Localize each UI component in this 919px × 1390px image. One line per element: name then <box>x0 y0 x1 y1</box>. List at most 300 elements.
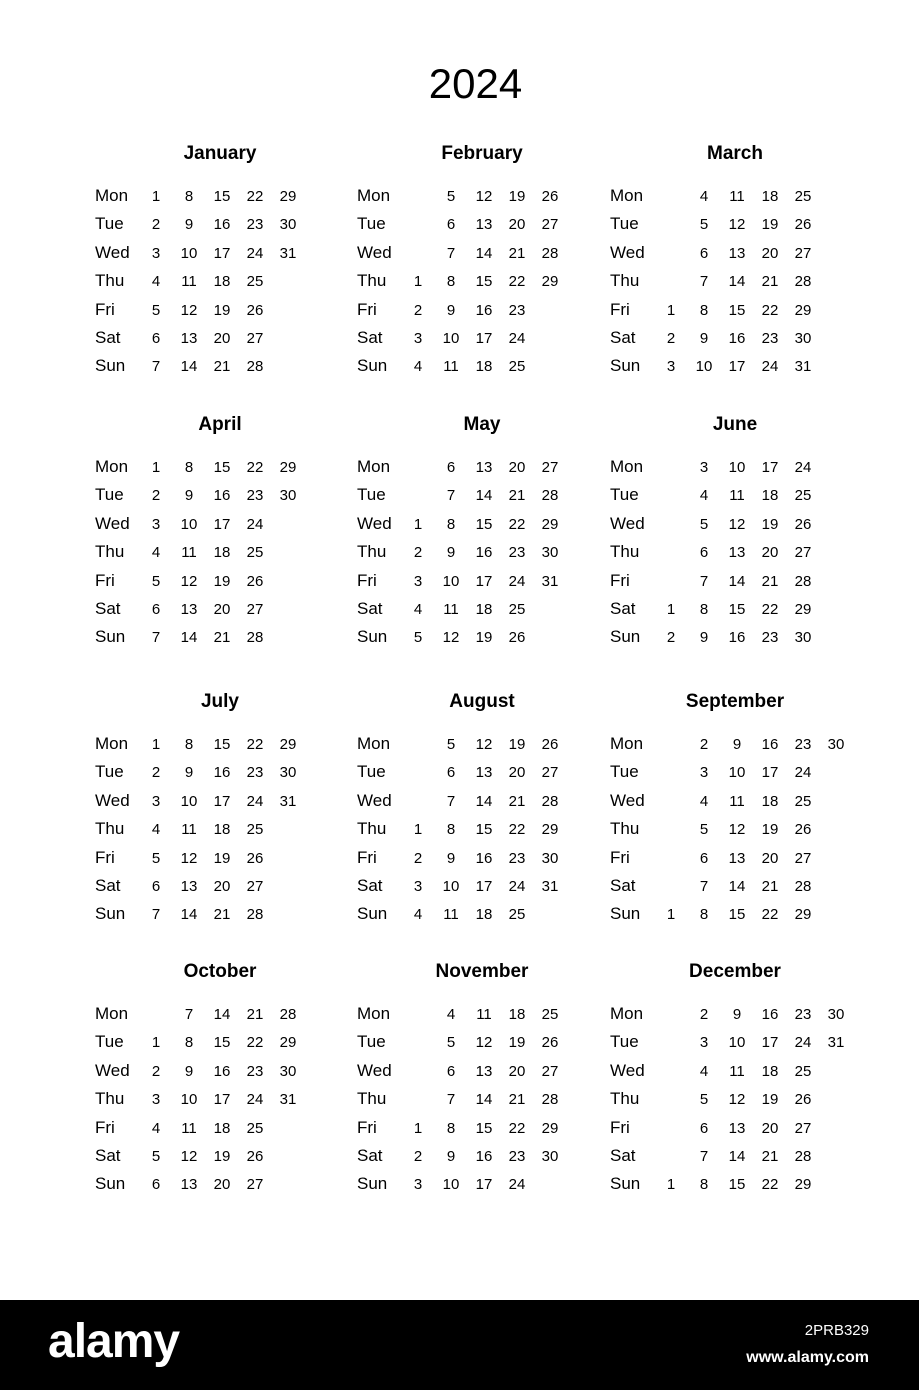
day-number: 20 <box>213 601 231 618</box>
day-number: 2 <box>151 1062 161 1080</box>
day-number: 17 <box>475 572 493 590</box>
day-number: 22 <box>246 459 264 476</box>
day-number: 26 <box>794 216 812 234</box>
day-number: 21 <box>508 244 526 262</box>
day-number: 27 <box>794 244 812 262</box>
day-number: 19 <box>213 572 231 590</box>
day-number: 31 <box>279 244 297 262</box>
day-number: 1 <box>151 188 161 205</box>
day-number: 2 <box>151 764 161 782</box>
day-number: 20 <box>508 1062 526 1080</box>
weekday-label: Fri <box>610 1117 630 1137</box>
day-number: 10 <box>442 1176 460 1194</box>
weekday-label: Wed <box>95 1060 130 1080</box>
day-number: 20 <box>761 849 779 867</box>
day-number: 12 <box>442 629 460 647</box>
day-number: 10 <box>728 764 746 782</box>
day-number: 5 <box>151 849 161 867</box>
day-number: 20 <box>761 1119 779 1137</box>
day-number: 19 <box>761 216 779 234</box>
month-december <box>610 960 860 1220</box>
weekday-label: Sat <box>95 328 121 347</box>
day-number: 28 <box>541 792 559 810</box>
day-number: 5 <box>151 1148 161 1165</box>
day-number: 14 <box>475 792 493 810</box>
weekday-label: Tue <box>95 1032 124 1052</box>
day-number: 25 <box>246 544 264 562</box>
weekday-label: Sat <box>95 1146 121 1165</box>
day-number: 4 <box>151 544 161 562</box>
month-january <box>95 142 345 402</box>
weekday-label: Sun <box>95 904 126 924</box>
day-number: 20 <box>213 878 231 895</box>
day-number: 22 <box>761 1176 779 1194</box>
day-number: 22 <box>246 188 264 205</box>
day-number: 13 <box>475 764 493 782</box>
day-number: 5 <box>446 736 456 753</box>
month-may <box>357 413 607 673</box>
day-number: 4 <box>151 821 161 839</box>
day-number: 25 <box>508 358 526 376</box>
day-number: 9 <box>446 544 456 562</box>
day-number: 4 <box>446 1006 456 1023</box>
day-number: 14 <box>475 244 493 262</box>
day-number: 30 <box>827 736 845 753</box>
day-number: 14 <box>728 1148 746 1165</box>
day-number: 27 <box>541 1062 559 1080</box>
weekday-label: Sun <box>610 627 641 647</box>
weekday-label: Sun <box>610 1174 641 1194</box>
day-number: 24 <box>508 330 526 347</box>
day-number: 12 <box>728 515 746 533</box>
day-number: 16 <box>213 764 231 782</box>
day-number: 30 <box>279 216 297 234</box>
weekday-label: Mon <box>357 734 391 753</box>
day-number: 21 <box>213 358 231 376</box>
day-number: 14 <box>728 878 746 895</box>
day-number: 3 <box>699 764 709 782</box>
day-number: 18 <box>213 544 231 562</box>
day-number: 16 <box>475 1148 493 1165</box>
day-number: 11 <box>181 1119 197 1137</box>
weekday-label: Thu <box>357 819 387 839</box>
weekday-label: Fri <box>357 570 377 590</box>
day-number: 24 <box>246 1091 264 1109</box>
day-number: 11 <box>729 188 745 205</box>
day-number: 28 <box>246 629 264 647</box>
day-number: 15 <box>728 601 746 618</box>
day-number: 3 <box>413 330 423 347</box>
site-url: www.alamy.com <box>746 1349 869 1366</box>
day-number: 21 <box>508 792 526 810</box>
day-number: 21 <box>246 1006 264 1023</box>
day-number: 19 <box>508 736 526 753</box>
day-number: 9 <box>446 301 456 319</box>
day-number: 5 <box>699 515 709 533</box>
day-number: 8 <box>184 459 194 476</box>
weekday-label: Mon <box>357 457 391 476</box>
day-number: 7 <box>184 1006 194 1023</box>
weekday-label: Fri <box>95 1117 115 1137</box>
day-number: 19 <box>508 188 526 205</box>
day-number: 24 <box>794 1034 812 1052</box>
day-number: 14 <box>728 273 746 291</box>
day-number: 20 <box>508 459 526 476</box>
day-number: 13 <box>180 1176 198 1194</box>
day-number: 10 <box>180 515 198 533</box>
day-number: 12 <box>728 821 746 839</box>
weekday-label: Fri <box>95 570 115 590</box>
day-number: 30 <box>541 849 559 867</box>
weekday-label: Wed <box>357 1060 392 1080</box>
day-number: 28 <box>541 487 559 505</box>
day-number: 26 <box>246 849 264 867</box>
day-number: 14 <box>728 572 746 590</box>
day-number: 30 <box>541 544 559 562</box>
weekday-label: Mon <box>610 734 644 753</box>
day-number: 18 <box>475 358 493 376</box>
day-number: 29 <box>541 273 559 291</box>
day-number: 12 <box>180 1148 198 1165</box>
day-number: 11 <box>181 273 197 291</box>
day-number: 4 <box>413 601 423 618</box>
weekday-label: Mon <box>610 1004 644 1023</box>
day-number: 7 <box>699 1148 709 1165</box>
day-number: 11 <box>729 792 745 810</box>
day-number: 15 <box>728 301 746 319</box>
weekday-label: Tue <box>610 214 639 234</box>
day-number: 18 <box>475 601 493 618</box>
day-number: 19 <box>213 301 231 319</box>
day-number: 19 <box>213 849 231 867</box>
day-number: 5 <box>413 629 423 647</box>
day-number: 5 <box>151 301 161 319</box>
day-number: 4 <box>699 487 709 505</box>
day-number: 26 <box>246 301 264 319</box>
day-number: 24 <box>246 244 264 262</box>
day-number: 25 <box>246 273 264 291</box>
day-number: 8 <box>699 1176 709 1194</box>
day-number: 18 <box>761 1062 779 1080</box>
weekday-label: Wed <box>357 513 392 533</box>
day-number: 6 <box>699 544 709 562</box>
day-number: 13 <box>728 544 746 562</box>
day-number: 16 <box>761 736 779 753</box>
day-number: 19 <box>761 821 779 839</box>
weekday-label: Tue <box>610 485 639 505</box>
day-number: 4 <box>151 1119 161 1137</box>
day-number: 30 <box>279 764 297 782</box>
day-number: 18 <box>761 188 779 205</box>
day-number: 29 <box>794 601 812 618</box>
weekday-label: Fri <box>610 847 630 867</box>
day-number: 14 <box>213 1006 231 1023</box>
day-number: 3 <box>151 1091 161 1109</box>
weekday-label: Sun <box>95 356 126 376</box>
day-number: 2 <box>666 330 676 347</box>
day-number: 26 <box>541 736 559 753</box>
month-name: December <box>689 961 781 982</box>
month-name: August <box>449 691 515 712</box>
day-number: 3 <box>151 792 161 810</box>
weekday-label: Tue <box>357 214 386 234</box>
day-number: 29 <box>541 1119 559 1137</box>
day-number: 23 <box>246 764 264 782</box>
weekday-label: Sat <box>357 876 383 895</box>
day-number: 8 <box>446 515 456 533</box>
day-number: 17 <box>475 330 493 347</box>
day-number: 1 <box>413 515 423 533</box>
day-number: 6 <box>151 601 161 618</box>
day-number: 20 <box>213 330 231 347</box>
day-number: 26 <box>541 188 559 205</box>
day-number: 10 <box>442 878 460 895</box>
day-number: 9 <box>732 1006 742 1023</box>
day-number: 17 <box>213 515 231 533</box>
day-number: 30 <box>541 1148 559 1165</box>
day-number: 9 <box>699 330 709 347</box>
day-number: 3 <box>699 459 709 476</box>
day-number: 24 <box>794 459 812 476</box>
day-number: 7 <box>446 1091 456 1109</box>
day-number: 19 <box>761 515 779 533</box>
day-number: 16 <box>213 487 231 505</box>
day-number: 22 <box>508 1119 526 1137</box>
weekday-label: Fri <box>357 1117 377 1137</box>
weekday-label: Wed <box>95 242 130 262</box>
day-number: 2 <box>413 1148 423 1165</box>
day-number: 25 <box>794 792 812 810</box>
weekday-label: Sat <box>357 328 383 347</box>
day-number: 20 <box>508 764 526 782</box>
day-number: 8 <box>446 821 456 839</box>
day-number: 3 <box>699 1034 709 1052</box>
day-number: 30 <box>827 1006 845 1023</box>
weekday-label: Thu <box>610 271 640 291</box>
day-number: 16 <box>761 1006 779 1023</box>
day-number: 23 <box>246 487 264 505</box>
weekday-label: Thu <box>357 542 387 562</box>
day-number: 7 <box>699 273 709 291</box>
day-number: 22 <box>761 906 779 924</box>
day-number: 7 <box>446 792 456 810</box>
day-number: 24 <box>508 878 526 895</box>
day-number: 1 <box>666 1176 676 1194</box>
day-number: 1 <box>151 1034 161 1052</box>
day-number: 13 <box>180 330 198 347</box>
day-number: 15 <box>475 821 493 839</box>
weekday-label: Sat <box>610 328 636 347</box>
day-number: 10 <box>728 459 746 476</box>
day-number: 6 <box>446 216 456 234</box>
day-number: 13 <box>180 601 198 618</box>
day-number: 31 <box>541 878 559 895</box>
day-number: 28 <box>279 1006 297 1023</box>
day-number: 27 <box>246 601 264 618</box>
day-number: 21 <box>761 572 779 590</box>
day-number: 6 <box>699 244 709 262</box>
day-number: 15 <box>213 736 231 753</box>
day-number: 30 <box>794 330 812 347</box>
day-number: 27 <box>541 216 559 234</box>
day-number: 31 <box>541 572 559 590</box>
weekday-label: Thu <box>610 819 640 839</box>
day-number: 3 <box>413 572 423 590</box>
day-number: 27 <box>541 764 559 782</box>
day-number: 7 <box>446 244 456 262</box>
day-number: 25 <box>541 1006 559 1023</box>
weekday-label: Wed <box>610 513 645 533</box>
day-number: 8 <box>446 273 456 291</box>
day-number: 28 <box>794 273 812 291</box>
day-number: 11 <box>476 1006 492 1023</box>
day-number: 22 <box>508 273 526 291</box>
day-number: 6 <box>151 878 161 895</box>
day-number: 3 <box>413 1176 423 1194</box>
day-number: 22 <box>508 515 526 533</box>
day-number: 31 <box>794 358 812 376</box>
day-number: 1 <box>413 1119 423 1137</box>
day-number: 31 <box>279 792 297 810</box>
weekday-label: Tue <box>610 762 639 782</box>
day-number: 15 <box>213 1034 231 1052</box>
day-number: 26 <box>794 1091 812 1109</box>
weekday-label: Sat <box>610 599 636 618</box>
day-number: 27 <box>794 1119 812 1137</box>
day-number: 11 <box>729 1062 745 1080</box>
day-number: 17 <box>213 792 231 810</box>
day-number: 26 <box>541 1034 559 1052</box>
day-number: 4 <box>699 1062 709 1080</box>
day-number: 5 <box>699 821 709 839</box>
month-june <box>610 413 860 673</box>
day-number: 12 <box>180 301 198 319</box>
weekday-label: Sat <box>610 1146 636 1165</box>
day-number: 12 <box>475 188 493 205</box>
day-number: 10 <box>180 244 198 262</box>
day-number: 23 <box>794 1006 812 1023</box>
weekday-label: Sun <box>357 627 388 647</box>
day-number: 4 <box>699 792 709 810</box>
day-number: 23 <box>794 736 812 753</box>
day-number: 1 <box>413 821 423 839</box>
day-number: 23 <box>761 629 779 647</box>
month-name: February <box>441 143 523 164</box>
day-number: 18 <box>213 1119 231 1137</box>
day-number: 8 <box>446 1119 456 1137</box>
month-september <box>610 690 860 950</box>
day-number: 10 <box>442 572 460 590</box>
day-number: 7 <box>446 487 456 505</box>
weekday-label: Mon <box>610 186 644 205</box>
day-number: 7 <box>151 906 161 924</box>
day-number: 23 <box>508 1148 526 1165</box>
weekday-label: Mon <box>95 734 129 753</box>
day-number: 3 <box>151 515 161 533</box>
day-number: 8 <box>699 906 709 924</box>
day-number: 20 <box>761 244 779 262</box>
day-number: 17 <box>761 764 779 782</box>
month-name: June <box>712 414 758 435</box>
day-number: 26 <box>508 629 526 647</box>
day-number: 22 <box>761 301 779 319</box>
day-number: 20 <box>761 544 779 562</box>
weekday-label: Wed <box>357 242 392 262</box>
weekday-label: Sun <box>95 1174 126 1194</box>
month-october <box>95 960 345 1220</box>
day-number: 23 <box>761 330 779 347</box>
weekday-label: Tue <box>610 1032 639 1052</box>
day-number: 27 <box>246 330 264 347</box>
weekday-label: Sat <box>357 1146 383 1165</box>
weekday-label: Fri <box>610 299 630 319</box>
day-number: 12 <box>180 849 198 867</box>
weekday-label: Wed <box>610 1060 645 1080</box>
day-number: 21 <box>761 1148 779 1165</box>
day-number: 9 <box>184 1062 194 1080</box>
weekday-label: Sun <box>95 627 126 647</box>
month-name: July <box>200 691 240 712</box>
month-november <box>357 960 607 1220</box>
weekday-label: Sat <box>357 599 383 618</box>
day-number: 1 <box>666 906 676 924</box>
weekday-label: Wed <box>95 790 130 810</box>
day-number: 20 <box>508 216 526 234</box>
day-number: 18 <box>761 792 779 810</box>
day-number: 13 <box>475 1062 493 1080</box>
day-number: 9 <box>446 1148 456 1165</box>
day-number: 25 <box>794 487 812 505</box>
day-number: 17 <box>213 1091 231 1109</box>
month-march <box>610 142 860 402</box>
day-number: 13 <box>728 849 746 867</box>
day-number: 21 <box>761 273 779 291</box>
day-number: 30 <box>279 1062 297 1080</box>
weekday-label: Fri <box>357 299 377 319</box>
weekday-label: Thu <box>95 542 125 562</box>
day-number: 29 <box>794 1176 812 1194</box>
day-number: 16 <box>475 301 493 319</box>
weekday-label: Mon <box>610 457 644 476</box>
day-number: 9 <box>699 629 709 647</box>
month-name: March <box>707 143 763 164</box>
weekday-label: Thu <box>95 1089 125 1109</box>
day-number: 22 <box>761 601 779 618</box>
day-number: 25 <box>794 188 812 205</box>
day-number: 29 <box>541 515 559 533</box>
day-number: 2 <box>413 544 423 562</box>
day-number: 23 <box>508 301 526 319</box>
day-number: 16 <box>728 629 746 647</box>
day-number: 9 <box>184 216 194 234</box>
day-number: 19 <box>508 1034 526 1052</box>
day-number: 21 <box>213 629 231 647</box>
year-title: 2024 <box>428 60 523 107</box>
day-number: 18 <box>213 273 231 291</box>
day-number: 4 <box>413 906 423 924</box>
day-number: 2 <box>699 1006 709 1023</box>
weekday-label: Sat <box>95 599 121 618</box>
day-number: 20 <box>213 1176 231 1194</box>
day-number: 4 <box>151 273 161 291</box>
day-number: 5 <box>446 188 456 205</box>
day-number: 14 <box>475 487 493 505</box>
month-name: October <box>183 961 257 982</box>
day-number: 1 <box>666 301 676 319</box>
month-name: September <box>685 691 785 712</box>
day-number: 12 <box>475 736 493 753</box>
day-number: 14 <box>475 1091 493 1109</box>
